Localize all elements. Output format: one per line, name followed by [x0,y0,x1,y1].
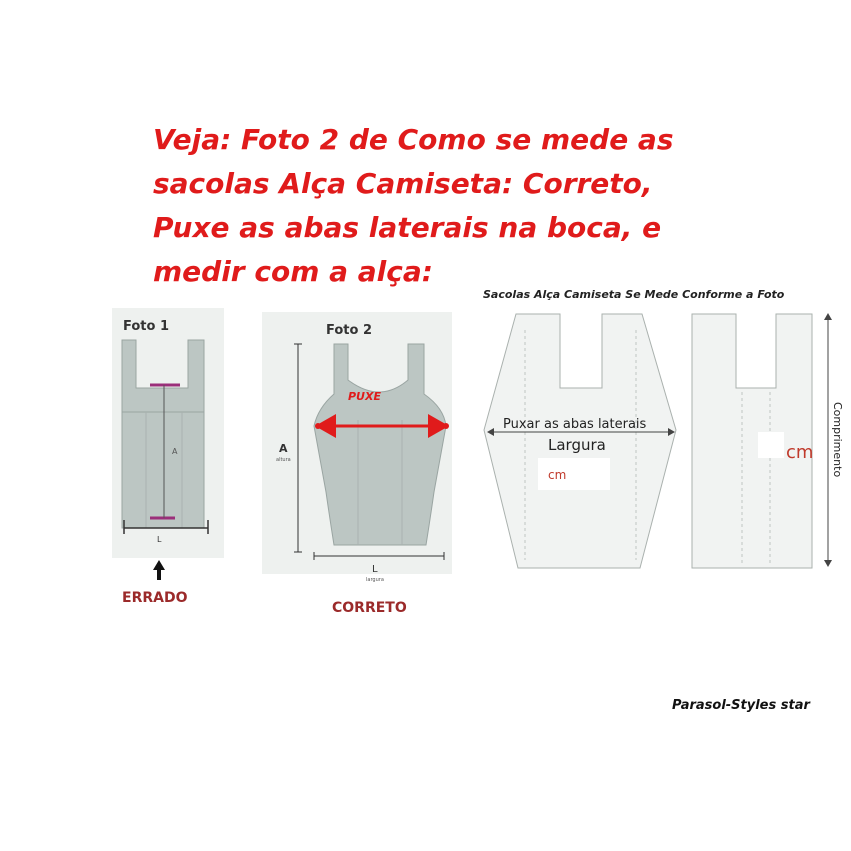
right-diagram-title: Sacolas Alça Camiseta Se Mede Conforme a Foto [483,288,785,301]
flat-bag-length-label: Comprimento [831,402,844,478]
photo1-width-label: L [157,535,162,544]
photo2-pull-label: PUXE [348,390,381,403]
up-arrow-icon [153,560,165,580]
right-open-bag [484,314,676,568]
flat-bag-length-unit: cm [786,442,814,463]
open-bag-pull-text: Puxar as abas laterais [503,417,647,432]
photo2-pull-dot-left [315,423,321,429]
flat-bag-length-value-box [758,432,784,458]
open-bag-width-label: Largura [548,436,606,454]
photo1-status: ERRADO [122,590,188,606]
photo2-height-sublabel: altura [276,457,291,463]
photo2-width-label: L [372,564,378,575]
photo2-title: Foto 2 [326,323,373,338]
photo1-group [112,308,224,606]
footer-brand: Parasol-Styles star [672,698,810,713]
photo2-width-sublabel: largura [366,577,384,583]
right-flat-bag [692,314,844,568]
headline-line-1: Veja: Foto 2 de Como se mede as [153,123,674,156]
photo2-pull-dot-right [443,423,449,429]
headline-line-3: Puxe as abas laterais na boca, e [153,211,662,244]
photo1-height-label: A [172,447,178,456]
photo1-title: Foto 1 [123,319,170,334]
flat-bag-shape [692,314,812,568]
photo2-group [262,312,452,616]
headline-line-4: medir com a alça: [153,255,433,288]
photo2-height-label: A [279,442,288,455]
open-bag-width-unit: cm [548,468,567,482]
headline-line-2: sacolas Alça Camiseta: Correto, [153,167,653,200]
photo2-status: CORRETO [332,600,407,616]
